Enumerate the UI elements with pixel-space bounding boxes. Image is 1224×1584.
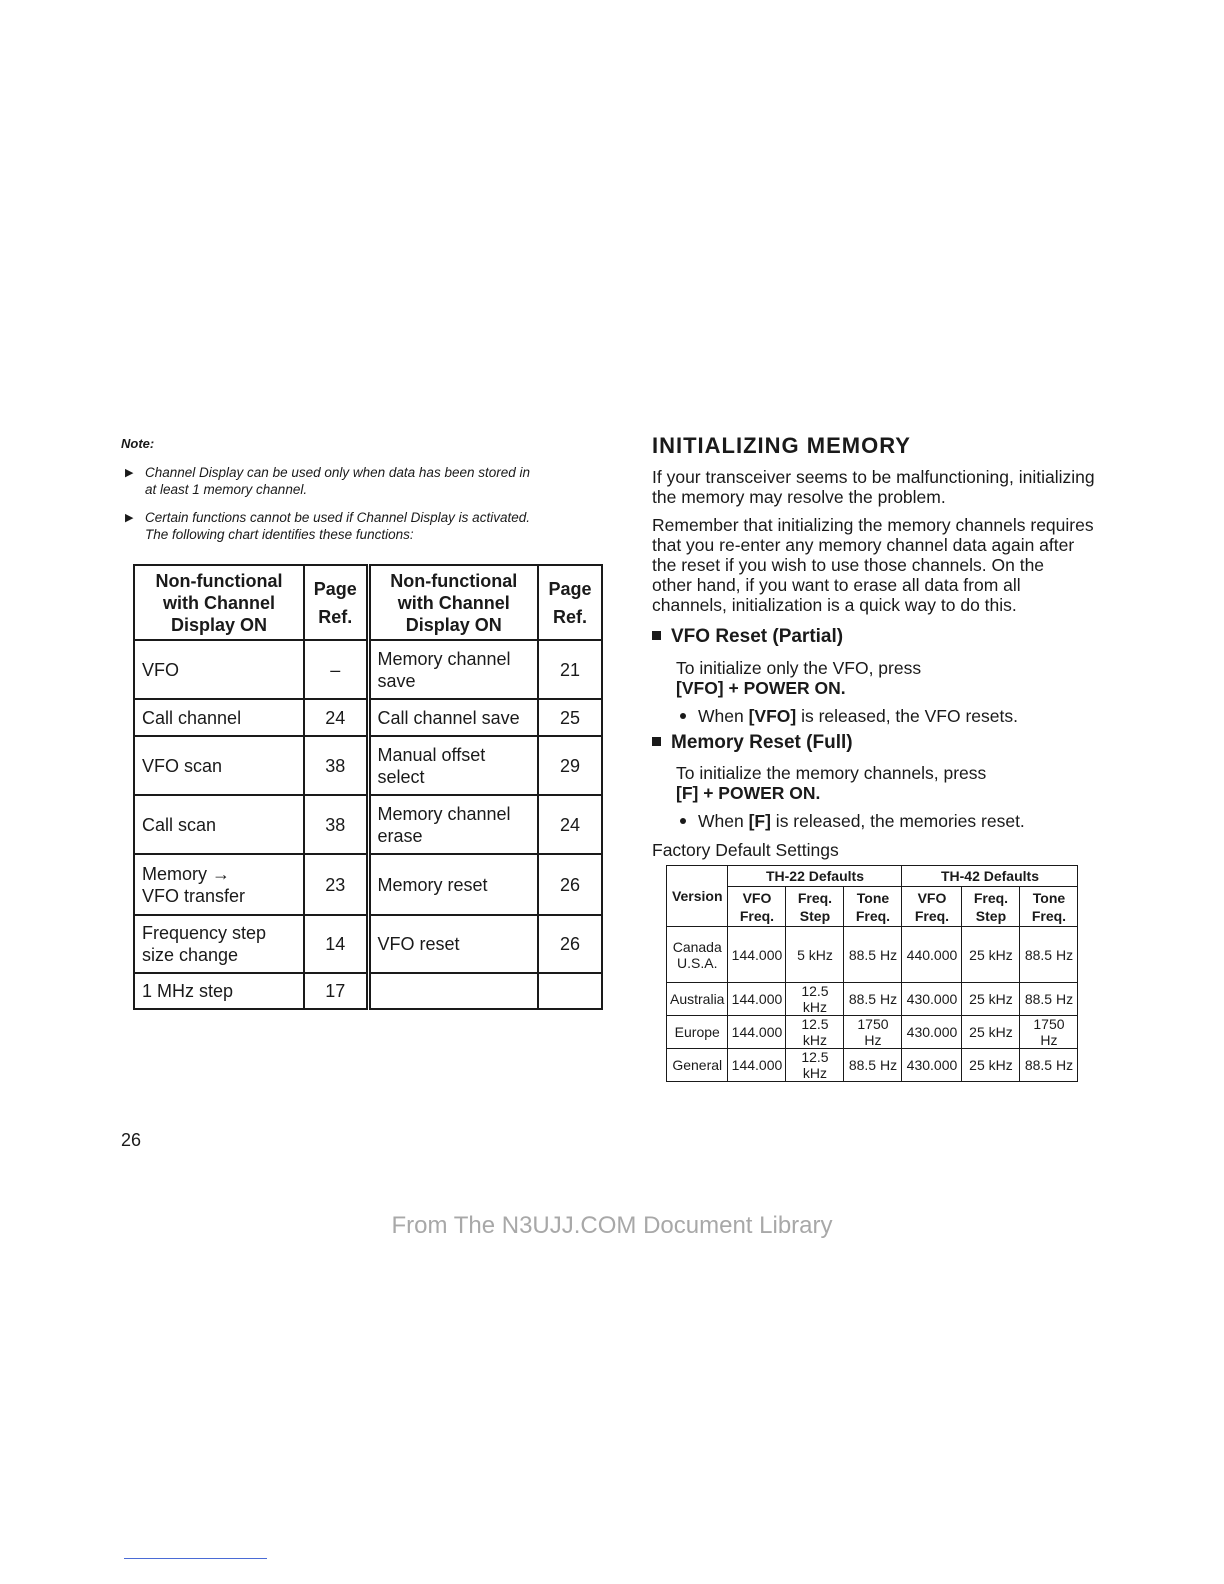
header-page-ref-2: Page Ref. [538, 565, 602, 640]
table-header-row [667, 866, 1078, 887]
table-header-row [134, 565, 602, 640]
vfo-reset-instructions: To initialize only the VFO, press [VFO] + POWER ON. [676, 658, 922, 698]
table-row: Europe 144.000 12.5 kHz 1750 Hz 430.000 25 kHz 1750 Hz [667, 1016, 1078, 1049]
footer-watermark: From The N3UJJ.COM Document Library [391, 1212, 833, 1239]
nonfunctional-table [133, 564, 603, 1010]
memory-reset-note: When [F] is released, the memories reset. [680, 811, 1025, 832]
header-th22: TH-22 Defaults [728, 866, 902, 887]
bullet-arrow-icon: ▶ [125, 467, 134, 479]
remember-paragraph: Remember that initializing the memory channels requires that you re-enter any memory channel data again after the reset if you wish to use those channels. On the other hand, if you want to erase all data from all channels, initialization is a quick way to do this. [652, 515, 1094, 615]
header-th42: TH-42 Defaults [902, 866, 1078, 887]
table-row: General 144.000 12.5 kHz 88.5 Hz 430.000 25 kHz 88.5 Hz [667, 1049, 1078, 1082]
factory-defaults-table [666, 865, 1078, 1082]
section-title: INITIALIZING MEMORY [652, 433, 911, 458]
note-label: Note: [121, 436, 155, 451]
note-bullet-2 [125, 509, 615, 543]
vfo-reset-heading: VFO Reset (Partial) [652, 626, 843, 648]
memory-reset-heading: Memory Reset (Full) [652, 732, 853, 754]
table-row: Australia 144.000 12.5 kHz 88.5 Hz 430.000 25 kHz 88.5 Hz [667, 983, 1078, 1016]
bottom-rule [124, 1558, 267, 1559]
vfo-reset-note: When [VFO] is released, the VFO resets. [680, 706, 1018, 727]
square-bullet-icon [652, 631, 661, 640]
table-header-row: VFO Freq. Freq. Step Tone Freq. VFO Freq. Freq. Step Tone Freq. [667, 887, 1078, 927]
note-bullet-2-line-1: Certain functions cannot be used if Channel Display is activated. [145, 510, 530, 525]
page-number: 26 [121, 1130, 142, 1150]
table-row: Canada U.S.A. 144.000 5 kHz 88.5 Hz 440.000 25 kHz 88.5 Hz [667, 927, 1078, 983]
square-bullet-icon [652, 737, 661, 746]
note-bullet-1-line-2: at least 1 memory channel. [145, 482, 308, 497]
header-page-ref-1: Page Ref. [304, 565, 368, 640]
table-row: Call channel 24 Call channel save 25 [134, 699, 602, 736]
dot-bullet-icon [680, 713, 686, 719]
bullet-arrow-icon: ▶ [125, 512, 134, 524]
note-bullet-1 [125, 464, 615, 498]
table-row: Memory → VFO transfer 23 Memory reset 26 [134, 854, 602, 915]
table-row: Frequency step size change 14 VFO reset 26 [134, 915, 602, 973]
table-row: Call scan 38 Memory channel erase 24 [134, 795, 602, 854]
factory-defaults-label: Factory Default Settings [652, 840, 839, 860]
table-row: VFO scan 38 Manual offset select 29 [134, 736, 602, 795]
table-row: VFO – Memory channel save 21 [134, 640, 602, 699]
table-row: 1 MHz step 17 [134, 973, 602, 1009]
note-bullet-1-line-1: Channel Display can be used only when data has been stored in [145, 465, 531, 480]
header-nonfunctional-2: Non-functional with Channel Display ON [368, 565, 538, 640]
header-nonfunctional-1: Non-functional with Channel Display ON [134, 565, 304, 640]
dot-bullet-icon [680, 818, 686, 824]
header-version: Version [667, 866, 728, 927]
note-bullet-2-line-2: The following chart identifies these functions: [145, 527, 414, 542]
intro-paragraph: If your transceiver seems to be malfunctioning, initializing the memory may resolve the problem. [652, 467, 1095, 507]
memory-reset-instructions: To initialize the memory channels, press [F] + POWER ON. [676, 763, 987, 803]
